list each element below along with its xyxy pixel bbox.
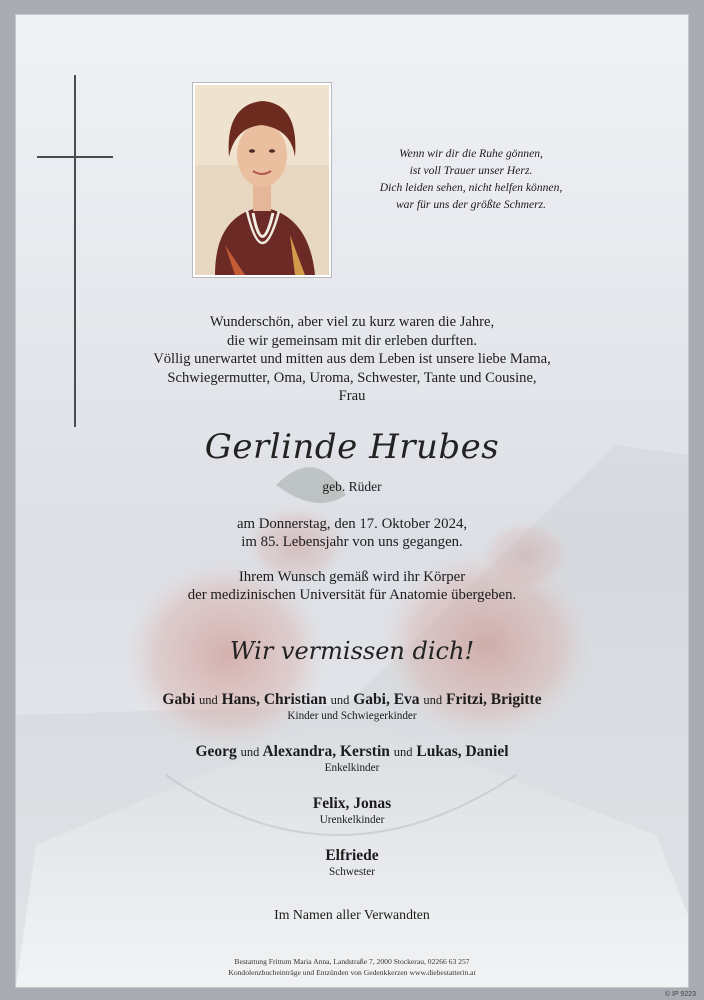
poem-line: Dich leiden sehen, nicht helfen können, (379, 181, 563, 194)
intro-text (16, 313, 688, 406)
intro-line: Völlig unerwartet und mitten aus dem Leben ist unsere liebe Mama, (153, 351, 551, 368)
poem-line: Wenn wir dir die Ruhe gönnen, (399, 147, 543, 160)
intro-line: die wir gemeinsam mit dir erleben durften. (226, 332, 478, 349)
family-group-children (16, 691, 688, 722)
footer (16, 957, 688, 978)
cross-horizontal-bar (37, 156, 113, 158)
family-name: Georg (195, 743, 237, 760)
obituary-sheet (15, 14, 689, 988)
family-names (16, 795, 688, 813)
background-roses-book-image (16, 15, 688, 987)
family-name: Alexandra, Kerstin (262, 743, 390, 760)
miss-you-heading: Wir vermissen dich! (229, 637, 475, 665)
intro-line: Schwiegermutter, Oma, Uroma, Schwester, Tante und Cousine, (167, 369, 537, 386)
family-name: Gabi, Eva (353, 691, 420, 708)
print-code: © IP 9223 (664, 991, 696, 998)
wish-line: Ihrem Wunsch gemäß wird ihr Körper (238, 569, 466, 585)
family-names (16, 847, 688, 865)
wish-line: der medizinischen Universität für Anatomie übergeben. (187, 587, 517, 603)
intro-line: Frau (338, 388, 366, 405)
signature-line: Im Namen aller Verwandten (274, 907, 430, 922)
death-line: am Donnerstag, den 17. Oktober 2024, (236, 516, 468, 532)
birth-name: geb. Rüder (322, 479, 382, 494)
family-name: Lukas, Daniel (416, 743, 509, 760)
wish-notice (16, 568, 688, 604)
poem (366, 145, 576, 213)
conjunction: und (199, 693, 218, 707)
poem-line: ist voll Trauer unser Herz. (409, 164, 533, 177)
death-line: im 85. Lebensjahr von uns gegangen. (241, 534, 463, 550)
family-names (16, 691, 688, 709)
portrait-image (195, 85, 329, 275)
conjunction: und (240, 745, 260, 759)
footer-line: Bestattung Frittum Maria Anna, Landstraße 7, 2000 Stockerau, 02266 63 257 (234, 957, 470, 966)
family-group-grandchildren (16, 743, 688, 774)
conjunction: und (330, 693, 350, 707)
conjunction: und (423, 693, 443, 707)
intro-line: Wunderschön, aber viel zu kurz waren die Jahre, (209, 314, 495, 330)
family-group-great-grandchildren (16, 795, 688, 826)
deceased-name: Gerlinde Hrubes (204, 427, 500, 467)
death-notice (16, 515, 688, 551)
family-role: Enkelkinder (324, 762, 380, 774)
family-name: Elfriede (325, 847, 379, 864)
family-name: Hans, Christian (221, 691, 327, 708)
portrait-photo (192, 82, 332, 278)
family-name: Felix, Jonas (312, 795, 392, 812)
family-role: Kinder und Schwiegerkinder (287, 710, 417, 722)
family-names (16, 743, 688, 761)
family-role: Schwester (329, 866, 375, 878)
family-name: Fritzi, Brigitte (446, 691, 542, 708)
poem-line: war für uns der größte Schmerz. (395, 198, 547, 211)
family-group-sister (16, 847, 688, 878)
family-role: Urenkelkinder (319, 814, 385, 826)
conjunction: und (393, 745, 413, 759)
footer-line: Kondolenzbucheinträge und Entzünden von Gedenkkerzen www.diebestatterin.at (228, 967, 476, 977)
family-name: Gabi (162, 691, 196, 708)
